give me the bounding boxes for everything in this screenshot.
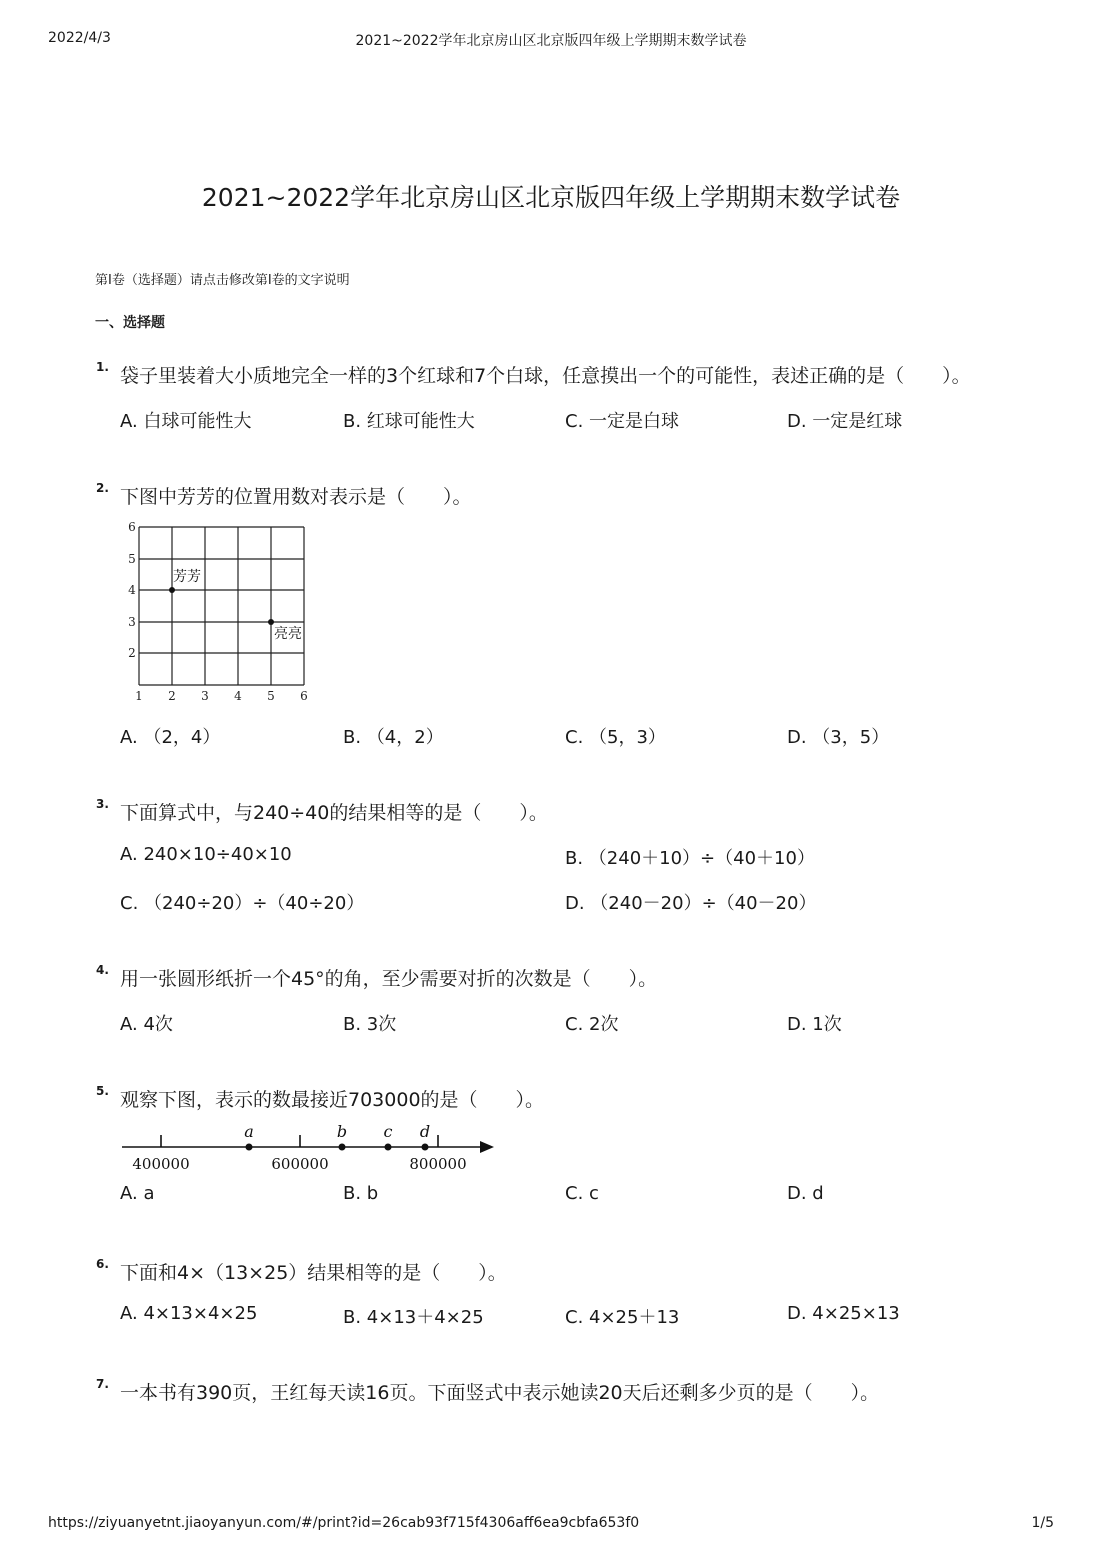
option-c[interactable]: C. 4×25＋13 <box>565 1307 680 1328</box>
option-b[interactable]: B. （4，2） <box>343 727 444 748</box>
option-a[interactable]: A. （2，4） <box>120 727 221 748</box>
page-title: 2021~2022学年北京房山区北京版四年级上学期期末数学试卷 <box>201 183 901 212</box>
point-label-liangliang: 亮亮 <box>274 626 302 642</box>
coordinate-grid-figure <box>118 515 318 707</box>
question-number: 1. <box>96 360 109 374</box>
point-label-fangfang: 芳芳 <box>173 569 201 585</box>
question-text: 袋子里装着大小质地完全一样的3个红球和7个白球，任意摸出一个的可能性，表述正确的是（ ）。 <box>120 365 971 387</box>
tick-label: 600000 <box>271 1155 329 1173</box>
option-b[interactable]: B. 3次 <box>343 1014 397 1035</box>
option-a[interactable]: A. 4次 <box>120 1014 173 1035</box>
x-tick-label: 5 <box>267 689 275 703</box>
question-number: 5. <box>96 1084 109 1098</box>
point-b <box>339 1144 346 1151</box>
y-tick-label: 3 <box>128 615 136 629</box>
question-number: 3. <box>96 797 109 811</box>
question-text: 下图中芳芳的位置用数对表示是（ ）。 <box>120 486 472 508</box>
point-d <box>422 1144 429 1151</box>
option-d[interactable]: D. 1次 <box>787 1014 842 1035</box>
arrow-head-icon <box>480 1141 494 1153</box>
point-c <box>385 1144 392 1151</box>
question-number: 2. <box>96 481 109 495</box>
x-tick-label: 3 <box>201 689 209 703</box>
point-label-b: b <box>336 1122 348 1141</box>
tick-label: 800000 <box>409 1155 467 1173</box>
print-header-title: 2021~2022学年北京房山区北京版四年级上学期期末数学试卷 <box>355 33 747 49</box>
volume-note[interactable]: 第Ⅰ卷（选择题）请点击修改第Ⅰ卷的文字说明 <box>95 273 350 288</box>
point-fangfang <box>169 587 175 593</box>
option-c[interactable]: C. c <box>565 1183 599 1204</box>
point-label-d: d <box>419 1122 431 1141</box>
tick-label: 400000 <box>132 1155 190 1173</box>
x-tick-label: 6 <box>300 689 308 703</box>
point-a <box>246 1144 253 1151</box>
y-tick-label: 5 <box>128 552 136 566</box>
x-tick-label: 2 <box>168 689 176 703</box>
option-c[interactable]: C. 一定是白球 <box>565 411 680 432</box>
y-tick-label: 6 <box>128 520 136 534</box>
print-date: 2022/4/3 <box>48 30 111 46</box>
x-tick-label: 4 <box>234 689 242 703</box>
y-tick-label: 2 <box>128 646 136 660</box>
question-number: 7. <box>96 1377 109 1391</box>
option-b[interactable]: B. b <box>343 1183 379 1204</box>
number-line-figure <box>118 1118 500 1176</box>
question-number: 6. <box>96 1257 109 1271</box>
option-d[interactable]: D. （240－20）÷（40－20） <box>565 893 817 914</box>
section-title: 一、选择题 <box>95 315 165 331</box>
option-c[interactable]: C. 2次 <box>565 1014 619 1035</box>
x-tick-label: 1 <box>135 689 143 703</box>
option-a[interactable]: A. 240×10÷40×10 <box>120 844 292 865</box>
option-d[interactable]: D. 一定是红球 <box>787 411 903 432</box>
point-label-c: c <box>383 1122 393 1141</box>
question-text: 下面和4×（13×25）结果相等的是（ ）。 <box>120 1262 507 1284</box>
page-url[interactable]: https://ziyuanyetnt.jiaoyanyun.com/#/print?id=26cab93f715f4306aff6ea9cbfa653f0 <box>48 1515 640 1531</box>
option-c[interactable]: C. （5，3） <box>565 727 666 748</box>
page-number: 1/5 <box>1031 1515 1054 1531</box>
question-number: 4. <box>96 963 109 977</box>
option-d[interactable]: D. （3，5） <box>787 727 890 748</box>
option-b[interactable]: B. 红球可能性大 <box>343 411 475 432</box>
option-d[interactable]: D. 4×25×13 <box>787 1303 900 1324</box>
question-text: 下面算式中，与240÷40的结果相等的是（ ）。 <box>120 802 548 824</box>
option-b[interactable]: B. 4×13＋4×25 <box>343 1307 484 1328</box>
option-a[interactable]: A. 白球可能性大 <box>120 411 252 432</box>
option-d[interactable]: D. d <box>787 1183 824 1204</box>
point-label-a: a <box>244 1122 254 1141</box>
option-a[interactable]: A. a <box>120 1183 155 1204</box>
y-tick-label: 4 <box>128 583 136 597</box>
question-text: 一本书有390页，王红每天读16页。下面竖式中表示她读20天后还剩多少页的是（ ）。 <box>120 1382 880 1404</box>
option-a[interactable]: A. 4×13×4×25 <box>120 1303 258 1324</box>
question-text: 观察下图，表示的数最接近703000的是（ ）。 <box>120 1089 545 1111</box>
option-b[interactable]: B. （240＋10）÷（40＋10） <box>565 848 815 869</box>
point-liangliang <box>268 619 274 625</box>
question-text: 用一张圆形纸折一个45°的角，至少需要对折的次数是（ ）。 <box>120 968 658 990</box>
option-c[interactable]: C. （240÷20）÷（40÷20） <box>120 893 365 914</box>
